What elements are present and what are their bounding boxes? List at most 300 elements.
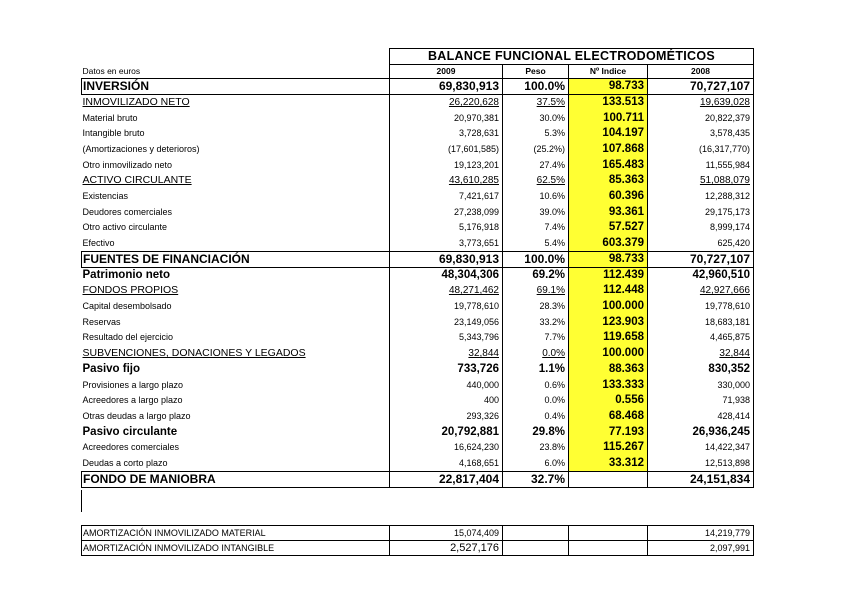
value-peso [503,126,569,142]
amort-label: AMORTIZACIÓN INMOVILIZADO MATERIAL [82,526,390,541]
value-2009-text: 23,149,056 [453,316,499,327]
table-row [82,440,754,456]
value-2009 [390,377,503,393]
value-2008 [648,142,754,158]
value-2008 [648,110,754,126]
value-2009-text: 43,610,285 [448,175,499,187]
row-label [82,251,390,267]
value-peso-text: 100.0% [524,79,565,93]
row-label [82,157,390,173]
table-row [82,189,754,205]
value-2009 [390,173,503,189]
table-row [82,456,754,472]
row-label [82,377,390,393]
value-2008 [648,173,754,189]
value-2008 [648,95,754,111]
value-2009 [390,393,503,409]
value-peso-text: 69.1% [536,285,565,297]
value-peso [503,173,569,189]
value-indice [569,110,648,126]
amort-peso [503,541,569,556]
row-label-text: Provisiones a largo plazo [82,379,184,390]
value-2008-text: 428,414 [717,410,750,421]
value-indice [569,362,648,378]
value-indice-text: 119.658 [603,331,644,344]
value-2008 [648,189,754,205]
row-label-text: INVERSIÓN [83,79,150,93]
value-peso-text: 0.0% [544,395,565,406]
value-indice-text: 93.361 [608,205,644,218]
row-label-text: ACTIVO CIRCULANTE [82,174,192,187]
value-peso [503,393,569,409]
value-peso [503,157,569,173]
row-label-text: Pasivo fijo [82,362,141,375]
value-peso [503,251,569,267]
value-2009-text: 293,326 [466,410,499,421]
value-2008 [648,424,754,440]
value-2009-text: 20,970,381 [453,112,499,123]
table-row [82,267,754,283]
row-label [82,456,390,472]
row-label-text: INMOVILIZADO NETO [82,96,190,109]
value-indice [569,471,648,487]
row-label-text: Acreedores a largo plazo [82,395,183,406]
table-row [82,299,754,315]
value-indice-text: 112.448 [603,284,644,297]
row-label [82,440,390,456]
value-indice [569,95,648,111]
value-peso [503,189,569,205]
value-2008-text: 29,175,173 [704,206,750,217]
value-peso [503,142,569,158]
value-peso-text: 62.5% [536,175,565,187]
row-label [82,79,390,95]
table-row [82,409,754,425]
row-label [82,110,390,126]
table-row [82,377,754,393]
value-2008 [648,220,754,236]
row-label [82,299,390,315]
value-indice-text: 68.468 [608,409,644,422]
value-2008-text: 19,778,610 [704,301,750,312]
value-peso [503,409,569,425]
row-label [82,409,390,425]
value-indice-text: 60.396 [608,189,644,202]
value-peso [503,236,569,252]
value-2008-text: 51,088,079 [699,175,750,187]
row-label [82,267,390,283]
value-peso [503,204,569,220]
value-indice [569,173,648,189]
value-peso [503,471,569,487]
value-peso [503,377,569,393]
value-2008 [648,393,754,409]
row-label [82,330,390,346]
value-peso [503,314,569,330]
table-row [82,362,754,378]
value-2009-text: 48,271,462 [448,285,499,297]
value-2008 [648,267,754,283]
value-2009-text: (17,601,585) [447,143,499,154]
value-2009 [390,362,503,378]
left-border-line [81,490,82,512]
value-indice [569,189,648,205]
col-header-2009: 2009 [390,65,503,79]
value-2008-text: (16,317,770) [698,143,750,154]
row-label [82,236,390,252]
value-indice [569,440,648,456]
value-2008 [648,251,754,267]
header-row [82,65,754,79]
value-2009 [390,126,503,142]
col-header-peso: Peso [503,65,569,79]
value-2009 [390,456,503,472]
value-2008 [648,362,754,378]
value-2008-text: 330,000 [717,379,750,390]
value-peso-text: 69.2% [532,268,565,281]
value-indice [569,236,648,252]
row-label-text: FUENTES DE FINANCIACIÓN [83,251,250,266]
value-indice-text: 88.363 [608,362,644,375]
row-label-text: Material bruto [82,112,138,123]
value-peso [503,330,569,346]
value-2009 [390,471,503,487]
value-peso-text: 7.7% [544,332,565,343]
title-spacer [82,49,390,65]
value-peso-text: 32.7% [530,471,565,486]
balance-table [81,48,754,488]
value-peso [503,220,569,236]
value-indice-text: 107.868 [602,142,644,155]
row-label [82,471,390,487]
table-row [82,110,754,126]
row-label-text: Otro inmovilizado neto [82,159,173,170]
value-2008-text: 12,513,898 [704,457,750,468]
row-label [82,346,390,362]
value-indice [569,456,648,472]
row-label [82,173,390,189]
value-peso-text: 0.0% [542,348,565,360]
value-2009-text: 3,728,631 [458,128,499,139]
row-label [82,142,390,158]
value-indice [569,283,648,299]
value-peso [503,110,569,126]
value-indice [569,346,648,362]
value-indice-text: 112.439 [603,268,644,281]
value-indice [569,204,648,220]
value-peso-text: 37.5% [536,97,565,109]
table-row [82,204,754,220]
value-peso-text: 28.3% [539,301,565,312]
value-2009-text: 3,773,651 [458,237,499,248]
value-2009 [390,299,503,315]
row-label [82,126,390,142]
amortization-row [82,526,754,541]
col-header-2008: 2008 [648,65,754,79]
row-label [82,95,390,111]
row-label [82,220,390,236]
value-2008 [648,471,754,487]
value-2009 [390,346,503,362]
amort-2008: 14,219,779 [648,526,754,541]
value-2008-text: 12,288,312 [704,190,750,201]
value-peso [503,95,569,111]
value-2009 [390,267,503,283]
value-indice [569,79,648,95]
row-label-text: Capital desembolsado [82,301,172,312]
value-peso [503,283,569,299]
row-label-text: Deudores comerciales [82,206,173,217]
value-2009 [390,236,503,252]
value-indice [569,142,648,158]
value-2009-text: 69,830,913 [438,251,499,266]
table-row [82,236,754,252]
value-2008-text: 3,578,435 [709,128,750,139]
value-2009-text: 733,726 [457,362,499,375]
value-2008 [648,377,754,393]
value-peso-text: 5.3% [544,128,565,139]
value-2008-text: 14,422,347 [704,442,750,453]
value-2008 [648,299,754,315]
value-indice-text: 77.193 [608,425,644,438]
value-2009 [390,440,503,456]
amortization-table [81,525,754,556]
value-2008-text: 24,151,834 [689,471,750,486]
value-indice-text: 133.333 [602,378,644,391]
value-2008 [648,79,754,95]
value-2008 [648,346,754,362]
value-2009-text: 440,000 [466,379,499,390]
value-peso-text: 0.6% [544,379,565,390]
row-label [82,314,390,330]
value-2009 [390,142,503,158]
value-peso-text: 1.1% [538,362,565,375]
value-peso-text: 5.4% [544,237,565,248]
value-indice [569,377,648,393]
value-2008 [648,330,754,346]
value-2009-text: 19,123,201 [453,159,499,170]
value-indice-text: 98.733 [608,252,644,265]
value-2009 [390,220,503,236]
value-indice-text: 100.000 [602,300,644,313]
value-2008-text: 70,727,107 [689,251,750,266]
table-row [82,424,754,440]
value-2008-text: 42,960,510 [692,268,750,281]
value-2009 [390,424,503,440]
amort-indice [569,541,648,556]
value-2009-text: 5,176,918 [458,222,499,233]
value-2009 [390,79,503,95]
value-2009 [390,157,503,173]
value-2009 [390,283,503,299]
row-label-text: Reservas [82,316,121,327]
value-indice-text: 104.197 [602,127,644,140]
amortization-row [82,541,754,556]
table-row [82,393,754,409]
value-2008 [648,236,754,252]
value-peso-text: 29.8% [532,425,565,438]
value-indice-text: 133.513 [602,96,644,109]
value-peso-text: 10.6% [539,190,565,201]
row-label-text: Patrimonio neto [82,268,171,281]
value-2009-text: 26,220,628 [448,97,499,109]
value-indice [569,251,648,267]
value-peso-text: 30.0% [539,112,565,123]
row-label-text: Existencias [82,190,129,201]
value-2008 [648,283,754,299]
value-indice-text: 100.711 [603,111,644,124]
value-2009-text: 48,304,306 [441,268,499,281]
table-row [82,314,754,330]
value-indice [569,220,648,236]
value-2009-text: 400 [483,395,499,406]
value-2008-text: 19,639,028 [699,97,750,109]
table-row [82,220,754,236]
value-indice-text: 85.363 [608,174,644,187]
table-row [82,471,754,487]
value-indice-text: 57.527 [608,221,644,234]
value-indice [569,424,648,440]
amort-2009: 15,074,409 [390,526,503,541]
amort-2009: 2,527,176 [390,541,503,556]
value-2009 [390,251,503,267]
table-row [82,95,754,111]
table-row [82,330,754,346]
value-2008-text: 625,420 [717,237,750,248]
value-2008 [648,440,754,456]
value-indice-text: 100.000 [602,347,644,360]
row-label-text: Otras deudas a largo plazo [82,410,191,421]
table-row [82,142,754,158]
value-2009-text: 4,168,651 [458,457,499,468]
value-indice-text: 123.903 [602,315,644,328]
row-label [82,393,390,409]
amort-indice [569,526,648,541]
value-2009-text: 32,844 [468,348,499,360]
row-label-text: SUBVENCIONES, DONACIONES Y LEGADOS [82,347,306,360]
value-2009-text: 19,778,610 [453,301,499,312]
value-indice-text: 98.733 [608,80,644,92]
row-label-text: Efectivo [82,237,115,248]
value-peso-text: 23.8% [539,442,565,453]
row-label-text: Acreedores comerciales [82,442,180,453]
value-indice [569,330,648,346]
value-peso [503,456,569,472]
value-peso [503,267,569,283]
value-peso [503,424,569,440]
value-2009 [390,95,503,111]
value-2008-text: 26,936,245 [692,425,750,438]
value-peso [503,299,569,315]
value-2008-text: 70,727,107 [689,79,750,93]
value-indice-text: 603.379 [602,236,644,249]
value-2008-text: 20,822,379 [704,112,750,123]
value-peso-text: 33.2% [539,316,565,327]
amort-2008: 2,097,991 [648,541,754,556]
value-indice [569,126,648,142]
value-indice-text: 165.483 [602,158,644,171]
value-2009 [390,189,503,205]
table-row [82,79,754,95]
row-label [82,189,390,205]
value-peso-text: 100.0% [524,251,565,266]
value-peso [503,362,569,378]
row-label-text: Intangible bruto [82,128,145,139]
value-indice-text: 33.312 [608,456,644,469]
col-header-indice: Nº Indice [569,65,648,79]
value-indice [569,157,648,173]
row-label [82,204,390,220]
value-2009-text: 7,421,617 [458,190,499,201]
value-indice-text: 115.267 [603,441,644,454]
row-label-text: Deudas a corto plazo [82,457,168,468]
value-2009-text: 20,792,881 [441,425,499,438]
value-indice [569,393,648,409]
value-2009-text: 69,830,913 [438,79,499,93]
row-label [82,283,390,299]
value-2009-text: 16,624,230 [453,442,499,453]
table-title: BALANCE FUNCIONAL ELECTRODOMÉTICOS [390,49,754,65]
value-peso [503,346,569,362]
row-label [82,424,390,440]
value-2008-text: 11,555,984 [705,159,750,170]
value-indice [569,409,648,425]
value-2008-text: 8,999,174 [709,222,750,233]
value-2009-text: 27,238,099 [453,206,499,217]
value-peso [503,79,569,95]
value-2009-text: 22,817,404 [438,471,499,486]
value-peso-text: 0.4% [544,410,565,421]
value-2008 [648,126,754,142]
value-peso-text: 7.4% [544,222,565,233]
row-label-text: Resultado del ejercicio [82,332,174,343]
value-2008 [648,456,754,472]
value-indice-text: 0.556 [615,394,644,407]
value-2008-text: 18,683,181 [704,316,750,327]
value-2009 [390,409,503,425]
value-2009 [390,110,503,126]
value-2009 [390,330,503,346]
amort-label: AMORTIZACIÓN INMOVILIZADO INTANGIBLE [82,541,390,556]
amort-peso [503,526,569,541]
value-peso-text: 39.0% [539,206,565,217]
value-2008 [648,314,754,330]
value-2008-text: 32,844 [719,348,750,360]
row-label-text: FONDO DE MANIOBRA [83,471,216,486]
table-row [82,251,754,267]
table-row [82,126,754,142]
row-label [82,362,390,378]
value-indice [569,314,648,330]
title-row [82,49,754,65]
value-peso-text: 27.4% [539,159,565,170]
value-2008-text: 830,352 [708,362,750,375]
row-label-text: Pasivo circulante [82,425,178,438]
row-label-text: FONDOS PROPIOS [82,284,179,297]
value-2008 [648,204,754,220]
value-2008-text: 71,938 [722,395,750,406]
row-label-text: (Amortizaciones y deterioros) [82,143,200,154]
units-label: Datos en euros [82,65,390,79]
value-2008 [648,157,754,173]
value-peso-text: (25.2%) [533,143,565,154]
value-peso-text: 6.0% [544,457,565,468]
table-row [82,283,754,299]
table-row [82,173,754,189]
value-2009 [390,204,503,220]
value-indice [569,299,648,315]
row-label-text: Otro activo circulante [82,222,168,233]
